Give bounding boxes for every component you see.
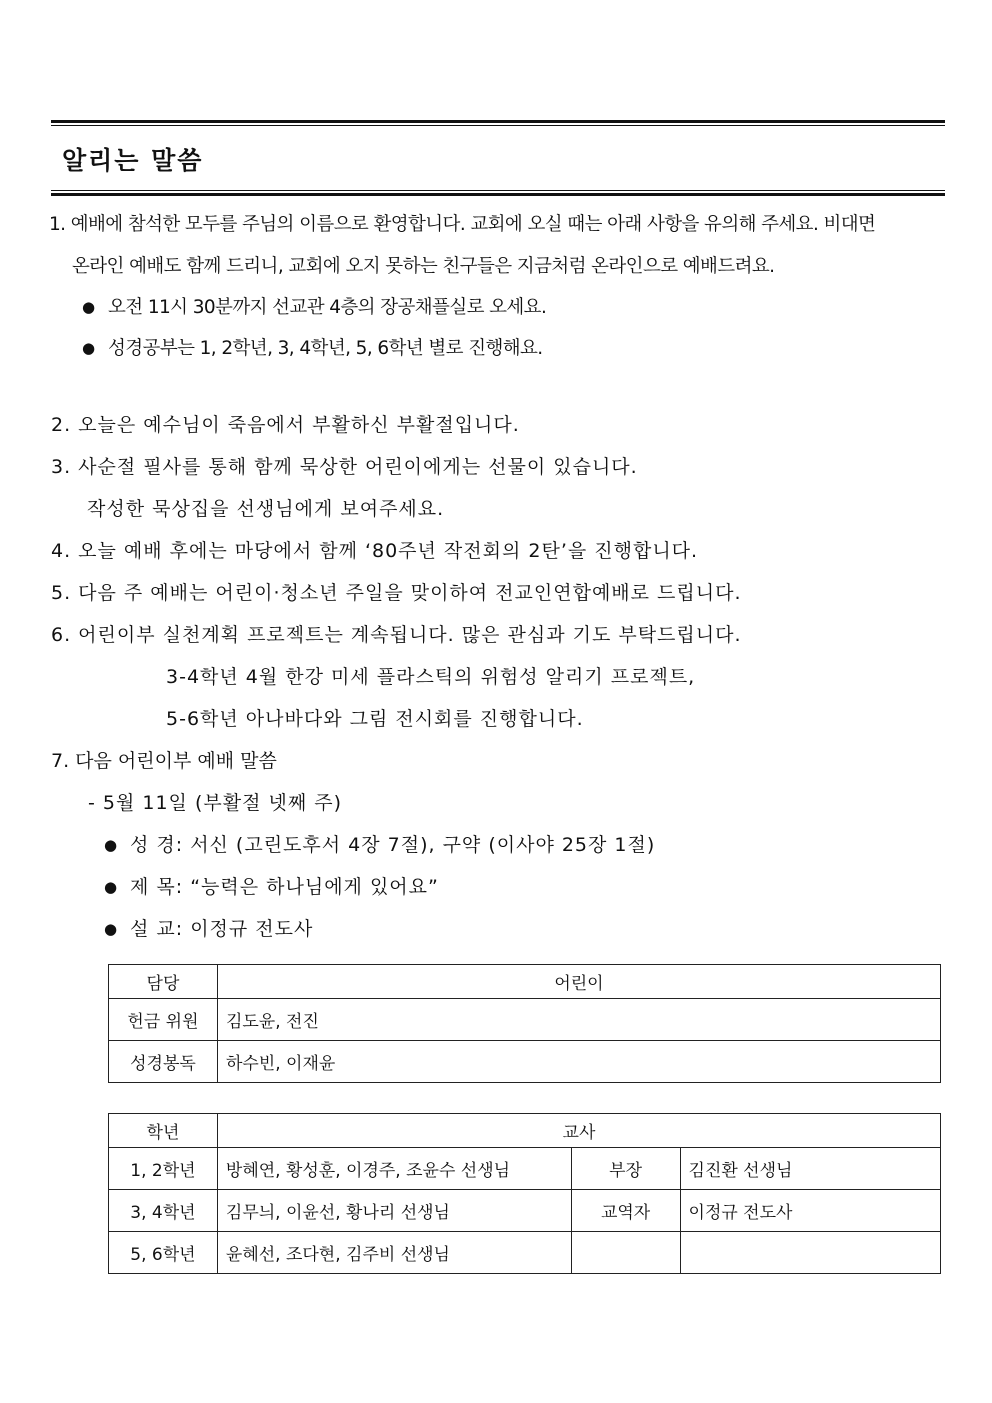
header-cell: 담당 <box>109 965 218 999</box>
duty-table <box>108 964 941 1083</box>
notice-3-line-2: 작성한 묵상집을 선생님에게 보여주세요. <box>87 498 445 520</box>
person-cell <box>680 1232 940 1274</box>
notice-1-line-2: 온라인 예배도 함께 드리니, 교회에 오지 못하는 친구들은 지금처럼 온라인으로 예배드려요. <box>72 256 775 277</box>
grade-cell: 1, 2학년 <box>109 1148 218 1190</box>
header-cell: 어린이 <box>217 965 940 999</box>
role-cell: 헌금 위원 <box>109 999 218 1041</box>
role-cell: 교역자 <box>571 1190 680 1232</box>
notice-6-line-3: 5-6학년 아나바다와 그림 전시회를 진행합니다. <box>166 708 584 730</box>
notice-6-line-2: 3-4학년 4월 한강 미세 플라스틱의 위험성 알리기 프로젝트, <box>166 666 696 688</box>
role-cell <box>571 1232 680 1274</box>
grade-cell: 3, 4학년 <box>109 1190 218 1232</box>
table-row <box>109 1041 941 1083</box>
role-cell: 성경봉독 <box>109 1041 218 1083</box>
table-row <box>109 999 941 1041</box>
header-cell: 학년 <box>109 1114 218 1148</box>
person-cell: 김진환 선생님 <box>680 1148 940 1190</box>
teachers-cell: 윤혜선, 조다현, 김주비 선생님 <box>217 1232 571 1274</box>
notice-7-date: - 5월 11일 (부활절 넷째 주) <box>88 792 342 814</box>
notice-1-bullet-2: ● 성경공부는 1, 2학년, 3, 4학년, 5, 6학년 별로 진행해요. <box>82 335 543 362</box>
teacher-table <box>108 1113 941 1274</box>
notice-1-line-1: 1. 예배에 참석한 모두를 주님의 이름으로 환영합니다. 교회에 오실 때는 아래 사항을 유의해 주세요. 비대면 <box>49 214 876 235</box>
notice-7-bullet-scripture: ● 성 경: 서신 (고린도후서 4장 7절), 구약 (이사야 25장 1절) <box>104 832 655 858</box>
person-cell: 이정규 전도사 <box>680 1190 940 1232</box>
teachers-cell: 방혜연, 황성훈, 이경주, 조윤수 선생님 <box>217 1148 571 1190</box>
header-rule-top <box>51 120 945 126</box>
teachers-cell: 김무늬, 이윤선, 황나리 선생님 <box>217 1190 571 1232</box>
table-row <box>109 1232 941 1274</box>
notice-3-line-1: 3. 사순절 필사를 통해 함께 묵상한 어린이에게는 선물이 있습니다. <box>51 456 638 478</box>
notice-6-line-1: 6. 어린이부 실천계획 프로젝트는 계속됩니다. 많은 관심과 기도 부탁드립니다. <box>51 624 742 646</box>
table-header-row <box>109 965 941 999</box>
table-row <box>109 1148 941 1190</box>
header-cell: 교사 <box>217 1114 940 1148</box>
notice-4: 4. 오늘 예배 후에는 마당에서 함께 ‘80주년 작전회의 2탄’을 진행합니다. <box>51 540 699 562</box>
table-header-row <box>109 1114 941 1148</box>
notice-2: 2. 오늘은 예수님이 죽음에서 부활하신 부활절입니다. <box>51 414 520 436</box>
notice-1-bullet-1: ● 오전 11시 30분까지 선교관 4층의 장공채플실로 오세요. <box>82 294 546 321</box>
role-cell: 부장 <box>571 1148 680 1190</box>
notice-5: 5. 다음 주 예배는 어린이·청소년 주일을 맞이하여 전교인연합예배로 드립니다. <box>51 582 742 604</box>
notice-7-line-1: 7. 다음 어린이부 예배 말씀 <box>51 750 277 772</box>
names-cell: 하수빈, 이재윤 <box>217 1041 940 1083</box>
grade-cell: 5, 6학년 <box>109 1232 218 1274</box>
notice-7-bullet-preacher: ● 설 교: 이정규 전도사 <box>104 916 313 942</box>
notice-7-bullet-title: ● 제 목: “능력은 하나님에게 있어요” <box>104 874 439 900</box>
names-cell: 김도윤, 전진 <box>217 999 940 1041</box>
header-rule-bottom <box>51 190 945 196</box>
table-row <box>109 1190 941 1232</box>
page-title: 알리는 말씀 <box>62 146 204 175</box>
